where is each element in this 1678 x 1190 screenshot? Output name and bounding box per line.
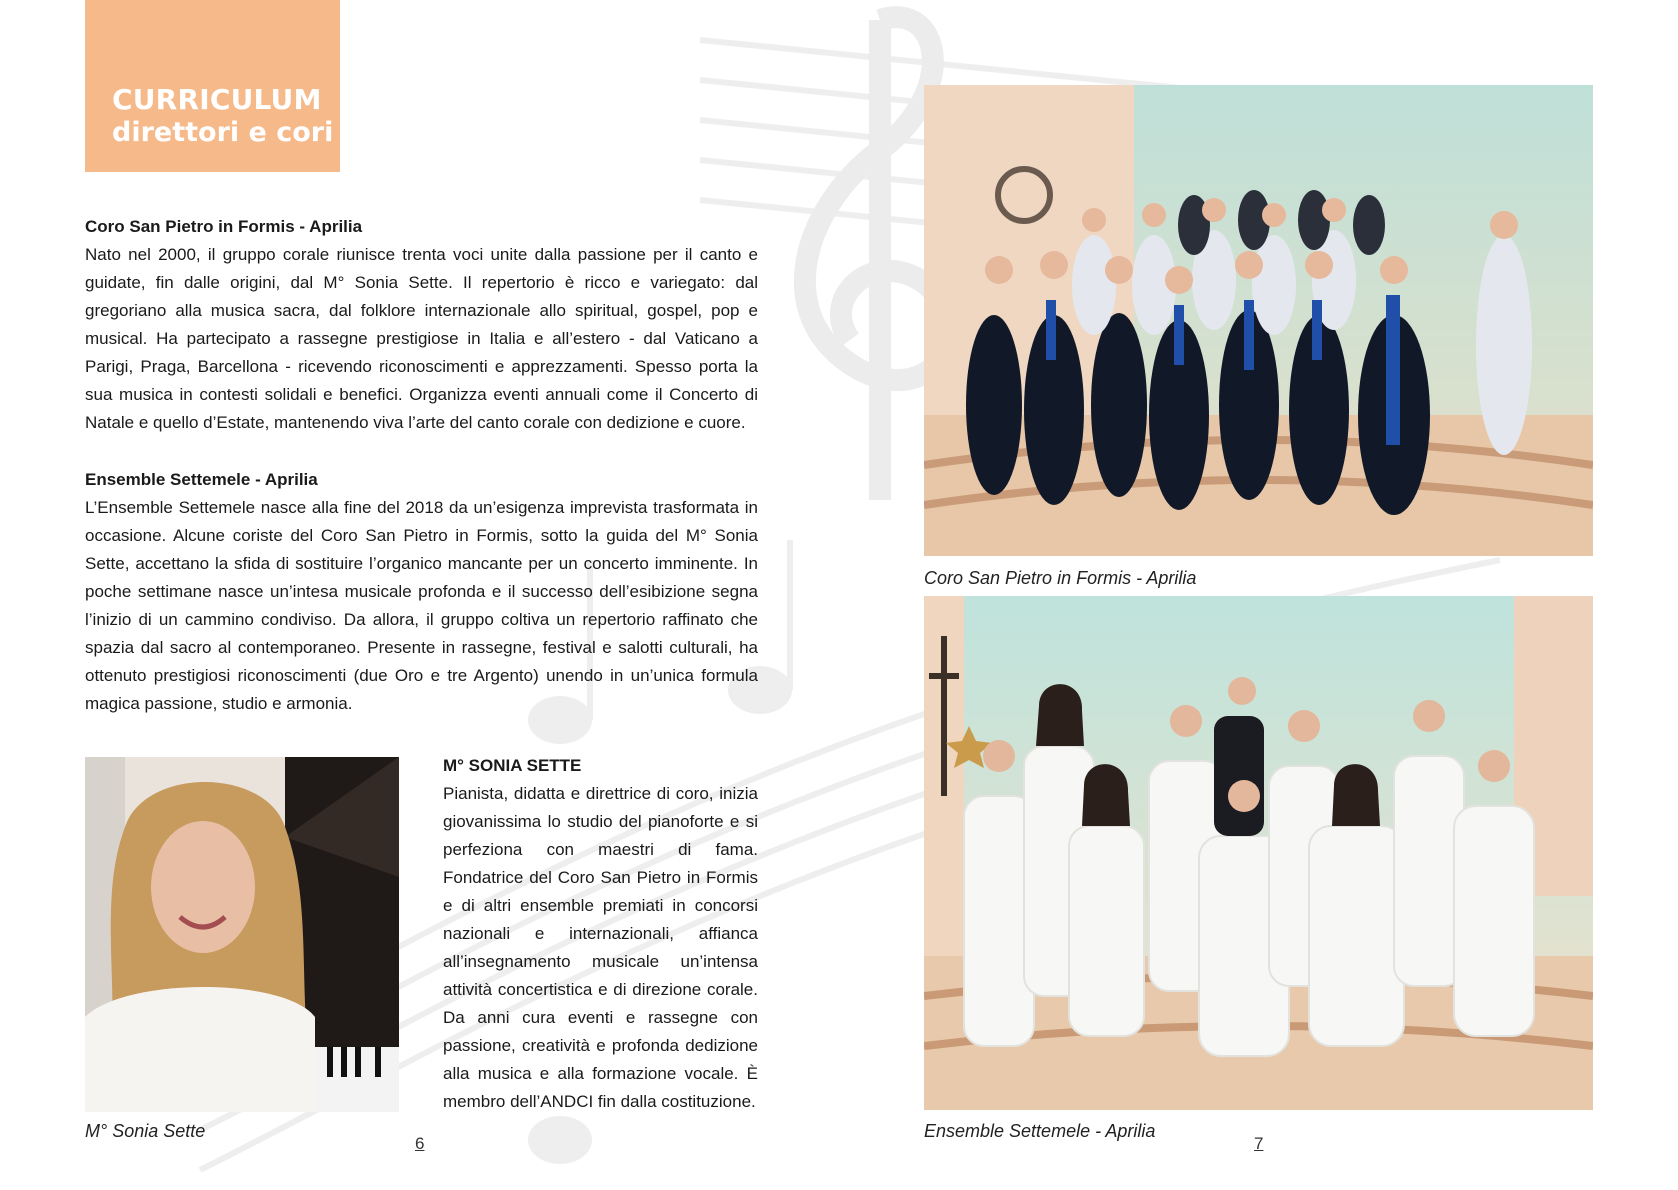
portrait-photo xyxy=(85,757,399,1112)
section-body: Nato nel 2000, il gruppo corale riunisce trenta voci unite dalla passione per il canto e guidate, fin dalle origini, dal M° Sonia Sette. Il repertorio è ricco e variegato: dal gregoriano alla musica sacra, dal folklore internazionale allo spiritual, gospel, pop e musical. Ha partecipato a rassegne prestigiose in Italia e all’estero - dal Vaticano a Parigi, Praga, Barcellona - ricevendo riconoscimenti e apprezzamenti. Spesso porta la sua musica in contesti solidali e benefici. Organizza eventi annuali come il Concerto di Natale e quello d’Estate, mantenendo viva l’arte del canto corale con dedizione e cuore. xyxy=(85,245,758,432)
section-body: L’Ensemble Settemele nasce alla fine del 2018 da un’esigenza imprevista trasformata in occasione. Alcune coriste del Coro San Pietro in Formis, sotto la guida del M° Sonia Sette, accettano la sfida di sostituire l’organico mancante per un concerto imminente. In poche settimane nasce un’intesa musicale profonda e il successo dell’esibizione segna l’inizio di un cammino condiviso. Da allora, il gruppo coltiva un repertorio raffinato che spazia dal sacro al contemporaneo. Presente in rassegne, festival e salotti culturali, ha ottenuto prestigiosi riconoscimenti (due Oro e tre Argento) unendo in un’unica formula magica passione, studio e armonia. xyxy=(85,498,758,713)
bio-body: Pianista, didatta e direttrice di coro, inizia giovanissima lo studio del pianoforte e si perfeziona con maestri di fama. Fondatrice del Coro San Pietro in Formis e di altri ensemble premiati in concorsi nazionali e internazionali, affianca all’insegnamento musicale un’intensa attività concertistica e di direzione corale. Da anni cura eventi e rassegne con passione, creatività e profonda dedizione alla musica e alla formazione vocale. È membro dell’ANDCI fin dalla costituzione. xyxy=(443,784,758,1111)
section-coro xyxy=(85,213,758,437)
section-title: Ensemble Settemele - Aprilia xyxy=(85,470,318,489)
page-number-left: 6 xyxy=(415,1134,425,1153)
header-subtitle: direttori e cori xyxy=(112,117,334,148)
photo-bottom-caption: Ensemble Settemele - Aprilia xyxy=(924,1121,1156,1141)
photo-top-caption: Coro San Pietro in Formis - Aprilia xyxy=(924,568,1197,588)
header-box xyxy=(85,0,340,172)
choir-photo-bottom xyxy=(924,596,1593,1110)
section-title: Coro San Pietro in Formis - Aprilia xyxy=(85,217,363,236)
page-number-right: 7 xyxy=(1254,1134,1264,1153)
right-page xyxy=(839,0,1678,1190)
choir-photo-top xyxy=(924,85,1593,556)
bio-block xyxy=(443,752,758,1116)
portrait-caption: M° Sonia Sette xyxy=(85,1121,206,1141)
section-ensemble xyxy=(85,466,758,718)
bio-title: M° SONIA SETTE xyxy=(443,756,582,775)
header-title: CURRICULUM xyxy=(112,83,322,116)
